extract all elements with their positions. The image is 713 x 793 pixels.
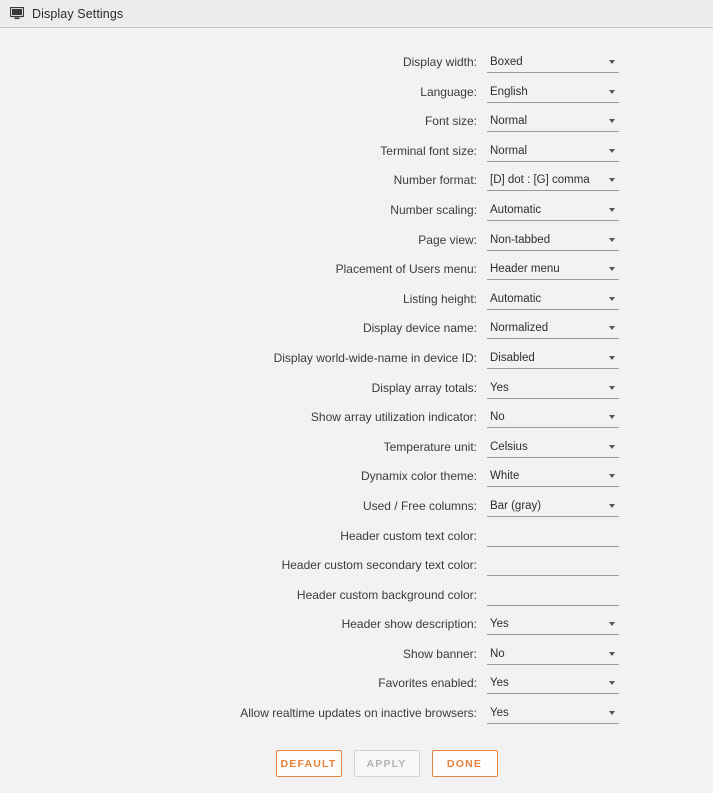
setting-label: Number scaling: [390, 202, 477, 217]
setting-field [487, 555, 619, 576]
setting-field [487, 200, 619, 221]
setting-label: Display device name: [362, 321, 477, 336]
setting-row [0, 496, 713, 517]
setting-row [0, 52, 713, 73]
setting-field [487, 466, 619, 487]
setting-row [0, 614, 713, 635]
setting-row [0, 318, 713, 339]
setting-row [0, 259, 713, 280]
setting-select[interactable]: Header menu [487, 259, 619, 280]
setting-label: Header custom secondary text color: [281, 558, 477, 573]
setting-row [0, 703, 713, 724]
setting-row [0, 289, 713, 310]
setting-row [0, 348, 713, 369]
setting-field [487, 170, 619, 191]
setting-label: Display world-wide-name in device ID: [273, 350, 477, 365]
setting-row [0, 555, 713, 576]
setting-row [0, 407, 713, 428]
setting-label: Temperature unit: [383, 439, 477, 454]
setting-select[interactable]: Normal [487, 111, 619, 132]
setting-label: Show banner: [402, 646, 477, 661]
setting-select[interactable]: Non-tabbed [487, 230, 619, 251]
setting-label: Page view: [418, 232, 477, 247]
setting-select[interactable]: White [487, 466, 619, 487]
setting-select[interactable]: No [487, 407, 619, 428]
setting-label: Placement of Users menu: [335, 262, 477, 277]
setting-field [487, 585, 619, 606]
setting-field [487, 52, 619, 73]
setting-label: Number format: [393, 173, 477, 188]
setting-label: Display width: [402, 55, 477, 69]
setting-row [0, 466, 713, 487]
setting-label: Dynamix color theme: [360, 469, 477, 484]
setting-row [0, 378, 713, 399]
setting-row [0, 526, 713, 547]
window-title: Display Settings [32, 6, 124, 21]
settings-rows [0, 52, 713, 724]
setting-row [0, 673, 713, 694]
setting-row [0, 644, 713, 665]
setting-select[interactable]: Normal [487, 141, 619, 162]
setting-label: Allow realtime updates on inactive browsers: [240, 706, 477, 721]
setting-field [487, 289, 619, 310]
setting-field [487, 437, 619, 458]
setting-label: Terminal font size: [380, 143, 477, 158]
setting-select[interactable]: Automatic [487, 289, 619, 310]
setting-label: Font size: [424, 114, 477, 129]
setting-row [0, 437, 713, 458]
setting-select[interactable]: Celsius [487, 437, 619, 458]
setting-select[interactable]: [D] dot : [G] comma [487, 170, 619, 191]
setting-select[interactable]: English [487, 82, 619, 103]
setting-field [487, 318, 619, 339]
setting-field [487, 259, 619, 280]
setting-field [487, 673, 619, 694]
setting-label: Listing height: [402, 291, 477, 306]
setting-label: Display array totals: [371, 380, 477, 395]
setting-select[interactable]: Normalized [487, 318, 619, 339]
setting-row [0, 111, 713, 132]
setting-select[interactable]: No [487, 644, 619, 665]
setting-label: Header custom background color: [296, 587, 477, 602]
form-buttons [0, 750, 713, 777]
setting-row [0, 585, 713, 606]
setting-text-input[interactable] [487, 526, 619, 547]
setting-row [0, 141, 713, 162]
setting-label: Language: [420, 84, 477, 99]
setting-field [487, 644, 619, 665]
setting-field [487, 348, 619, 369]
setting-select[interactable]: Automatic [487, 200, 619, 221]
setting-row [0, 200, 713, 221]
setting-row [0, 230, 713, 251]
setting-select[interactable]: Bar (gray) [487, 496, 619, 517]
setting-label: Header show description: [341, 617, 477, 632]
default-button[interactable]: DEFAULT [276, 750, 342, 777]
settings-form [0, 28, 713, 777]
monitor-icon [10, 7, 24, 20]
setting-select[interactable]: Yes [487, 378, 619, 399]
setting-text-input[interactable] [487, 585, 619, 606]
setting-field [487, 407, 619, 428]
setting-label: Favorites enabled: [378, 676, 477, 691]
setting-row [0, 82, 713, 103]
setting-label: Header custom text color: [340, 528, 477, 543]
setting-field [487, 614, 619, 635]
setting-field [487, 378, 619, 399]
setting-field [487, 141, 619, 162]
setting-select[interactable]: Yes [487, 673, 619, 694]
setting-field [487, 703, 619, 724]
setting-select[interactable]: Yes [487, 614, 619, 635]
setting-text-input[interactable] [487, 555, 619, 576]
setting-label: Show array utilization indicator: [310, 410, 477, 425]
setting-select[interactable]: Yes [487, 703, 619, 724]
setting-row [0, 170, 713, 191]
setting-label: Used / Free columns: [362, 498, 477, 513]
setting-field [487, 230, 619, 251]
setting-select[interactable]: Disabled [487, 348, 619, 369]
done-button[interactable]: DONE [432, 750, 498, 777]
setting-field [487, 111, 619, 132]
setting-select[interactable]: Boxed [487, 52, 619, 73]
apply-button[interactable]: APPLY [354, 750, 420, 777]
setting-field [487, 82, 619, 103]
setting-field [487, 496, 619, 517]
window-titlebar [0, 0, 713, 28]
setting-field [487, 526, 619, 547]
